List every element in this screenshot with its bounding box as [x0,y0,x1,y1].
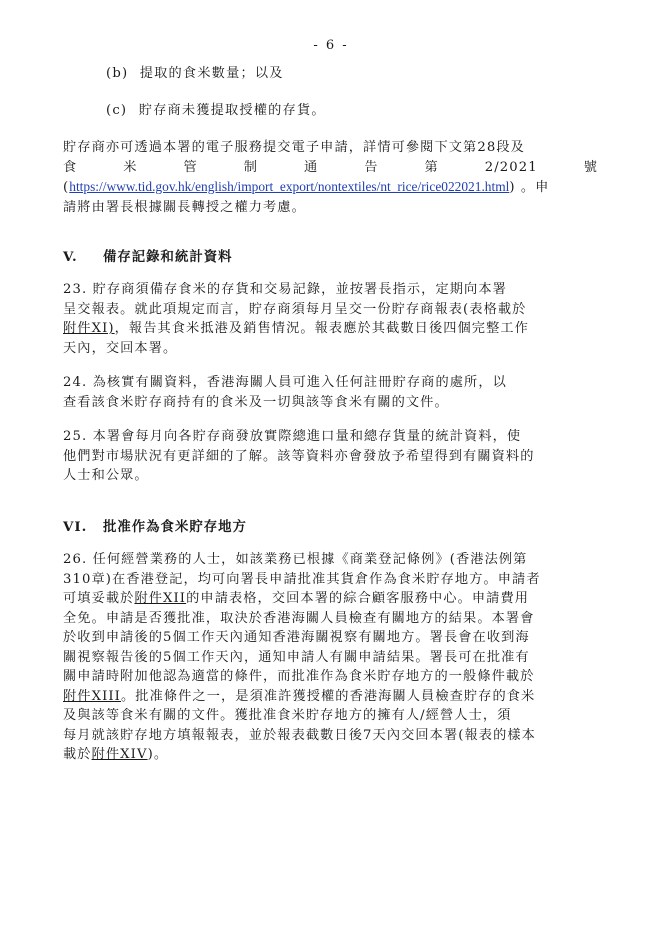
paragraph-26 [63,550,598,765]
word: 號 [583,159,598,175]
section-number: VI. [63,519,88,535]
para-25-line-1: 25. 本署會每月向各貯存商發放實際總進口量和總存貨量的統計資料，使 [63,429,522,444]
word: 告 [364,159,379,175]
para-23-line-3 [63,319,598,339]
para-26-line-9: 及與該等食米有關的文件。獲批准食米貯存地方的擁有人/經營人士，須 [63,708,512,723]
para-26-line-8 [63,687,598,707]
word: 第 [424,159,439,175]
text: 可填妥載於 [63,591,135,606]
list-item-b [106,64,284,84]
word: 米 [123,159,138,175]
list-item-label: (b) [106,66,129,81]
intro-paragraph [63,138,598,217]
text: 。批准條件之一，是須准許獲授權的香港海關人員檢查貯存的食米 [121,688,536,704]
intro-line-2 [63,158,598,178]
paragraph-24 [63,373,598,412]
para-26-line-6: 關視察報告後的5個工作天內，通知申請人有關申請結果。署長可在批准有 [63,649,530,665]
para-23-line-4: 天內，交回本署。 [63,340,178,356]
annex-xiv-link[interactable]: 附件XIV [91,747,148,762]
section-title: 備存記錄和統計資料 [103,249,233,265]
text: ，報告其食米抵港及銷售情況。報表應於其截數日後四個完整工作 [114,321,529,336]
para-25-line-3: 人士和公眾。 [63,468,149,483]
text: 的申請表格，交回本署的綜合顧客服務中心。申請費用 [186,591,530,606]
list-item-label: (c) [106,103,128,118]
para-26-line-7: 關申請時附加他認為適當的條件，而批准作為食米貯存地方的一般條件載於 [63,669,535,684]
word: 食 [63,159,78,175]
para-26-line-1: 26. 任何經營業務的人士，如該業務已根據《商業登記條例》(香港法例第 [63,552,528,567]
list-item-c [106,101,326,121]
list-item-text: 貯存商未獲提取授權的存貨。 [138,103,326,118]
section-v-heading [63,246,233,265]
annex-xii-link[interactable]: 附件XII [134,591,187,606]
paren-open: ( [63,180,70,195]
intro-line-4: 請將由署長根據關長轉授之權力考慮。 [63,199,306,215]
paren-close: ) 。申 [509,180,550,195]
page-number: - 6 - [313,38,349,53]
para-26-line-5: 於收到申請後的5個工作天內通知香港海關視察有關地方。署長會在收到海 [63,630,530,645]
section-vi-heading [63,516,247,535]
para-25-line-2: 他們對市場狀況有更詳細的了解。該等資料亦會發放予希望得到有關資料的 [63,448,535,464]
list-item-text: 提取的食米數量；以及 [139,66,284,81]
para-26-line-2: 310章)在香港登記，均可向署長申請批准其貨倉作為食米貯存地方。申請者 [63,571,541,587]
word: 通 [304,159,319,175]
paragraph-25 [63,427,598,486]
para-26-line-11 [63,745,598,765]
para-26-line-3 [63,589,598,609]
para-24-line-1: 24. 為核實有關資料，香港海關人員可進入任何註冊貯存商的處所，以 [63,375,507,390]
notice-link[interactable]: https://www.tid.gov.hk/english/import_export/nontextiles/nt_rice/rice022021.html [69,179,510,194]
para-24-line-2: 查看該食米貯存商持有的食米及一切與該等食米有關的文件。 [63,394,449,410]
annex-xi-link[interactable]: 附件XI) [63,321,115,336]
word: 2/2021 [484,159,538,175]
word: 管 [183,159,198,175]
section-title: 批准作為食米貯存地方 [103,519,247,535]
annex-xiii-link[interactable]: 附件XIII [63,688,121,704]
para-26-line-10: 每月就該貯存地方填報報表，並於報表截數日後7天內交回本署(報表的樣本 [63,727,536,743]
para-23-line-2: 呈交報表。就此項規定而言，貯存商須每月呈交一份貯存商報表(表格載於 [63,301,527,317]
section-number: V. [63,249,78,265]
intro-line-3 [63,177,598,198]
word: 制 [243,159,259,175]
intro-line-1: 貯存商亦可透過本署的電子服務提交電子申請，詳情可參閱下文第28段及 [63,140,525,155]
text: 載於 [63,747,92,762]
text: )。 [147,747,169,762]
para-26-line-4: 全免。申請是否獲批准，取決於香港海關人員檢查有關地方的結果。本署會 [63,610,535,626]
para-23-line-1: 23. 貯存商須備存食米的存貨和交易記錄，並按署長指示，定期向本署 [63,282,507,297]
paragraph-23 [63,280,598,358]
